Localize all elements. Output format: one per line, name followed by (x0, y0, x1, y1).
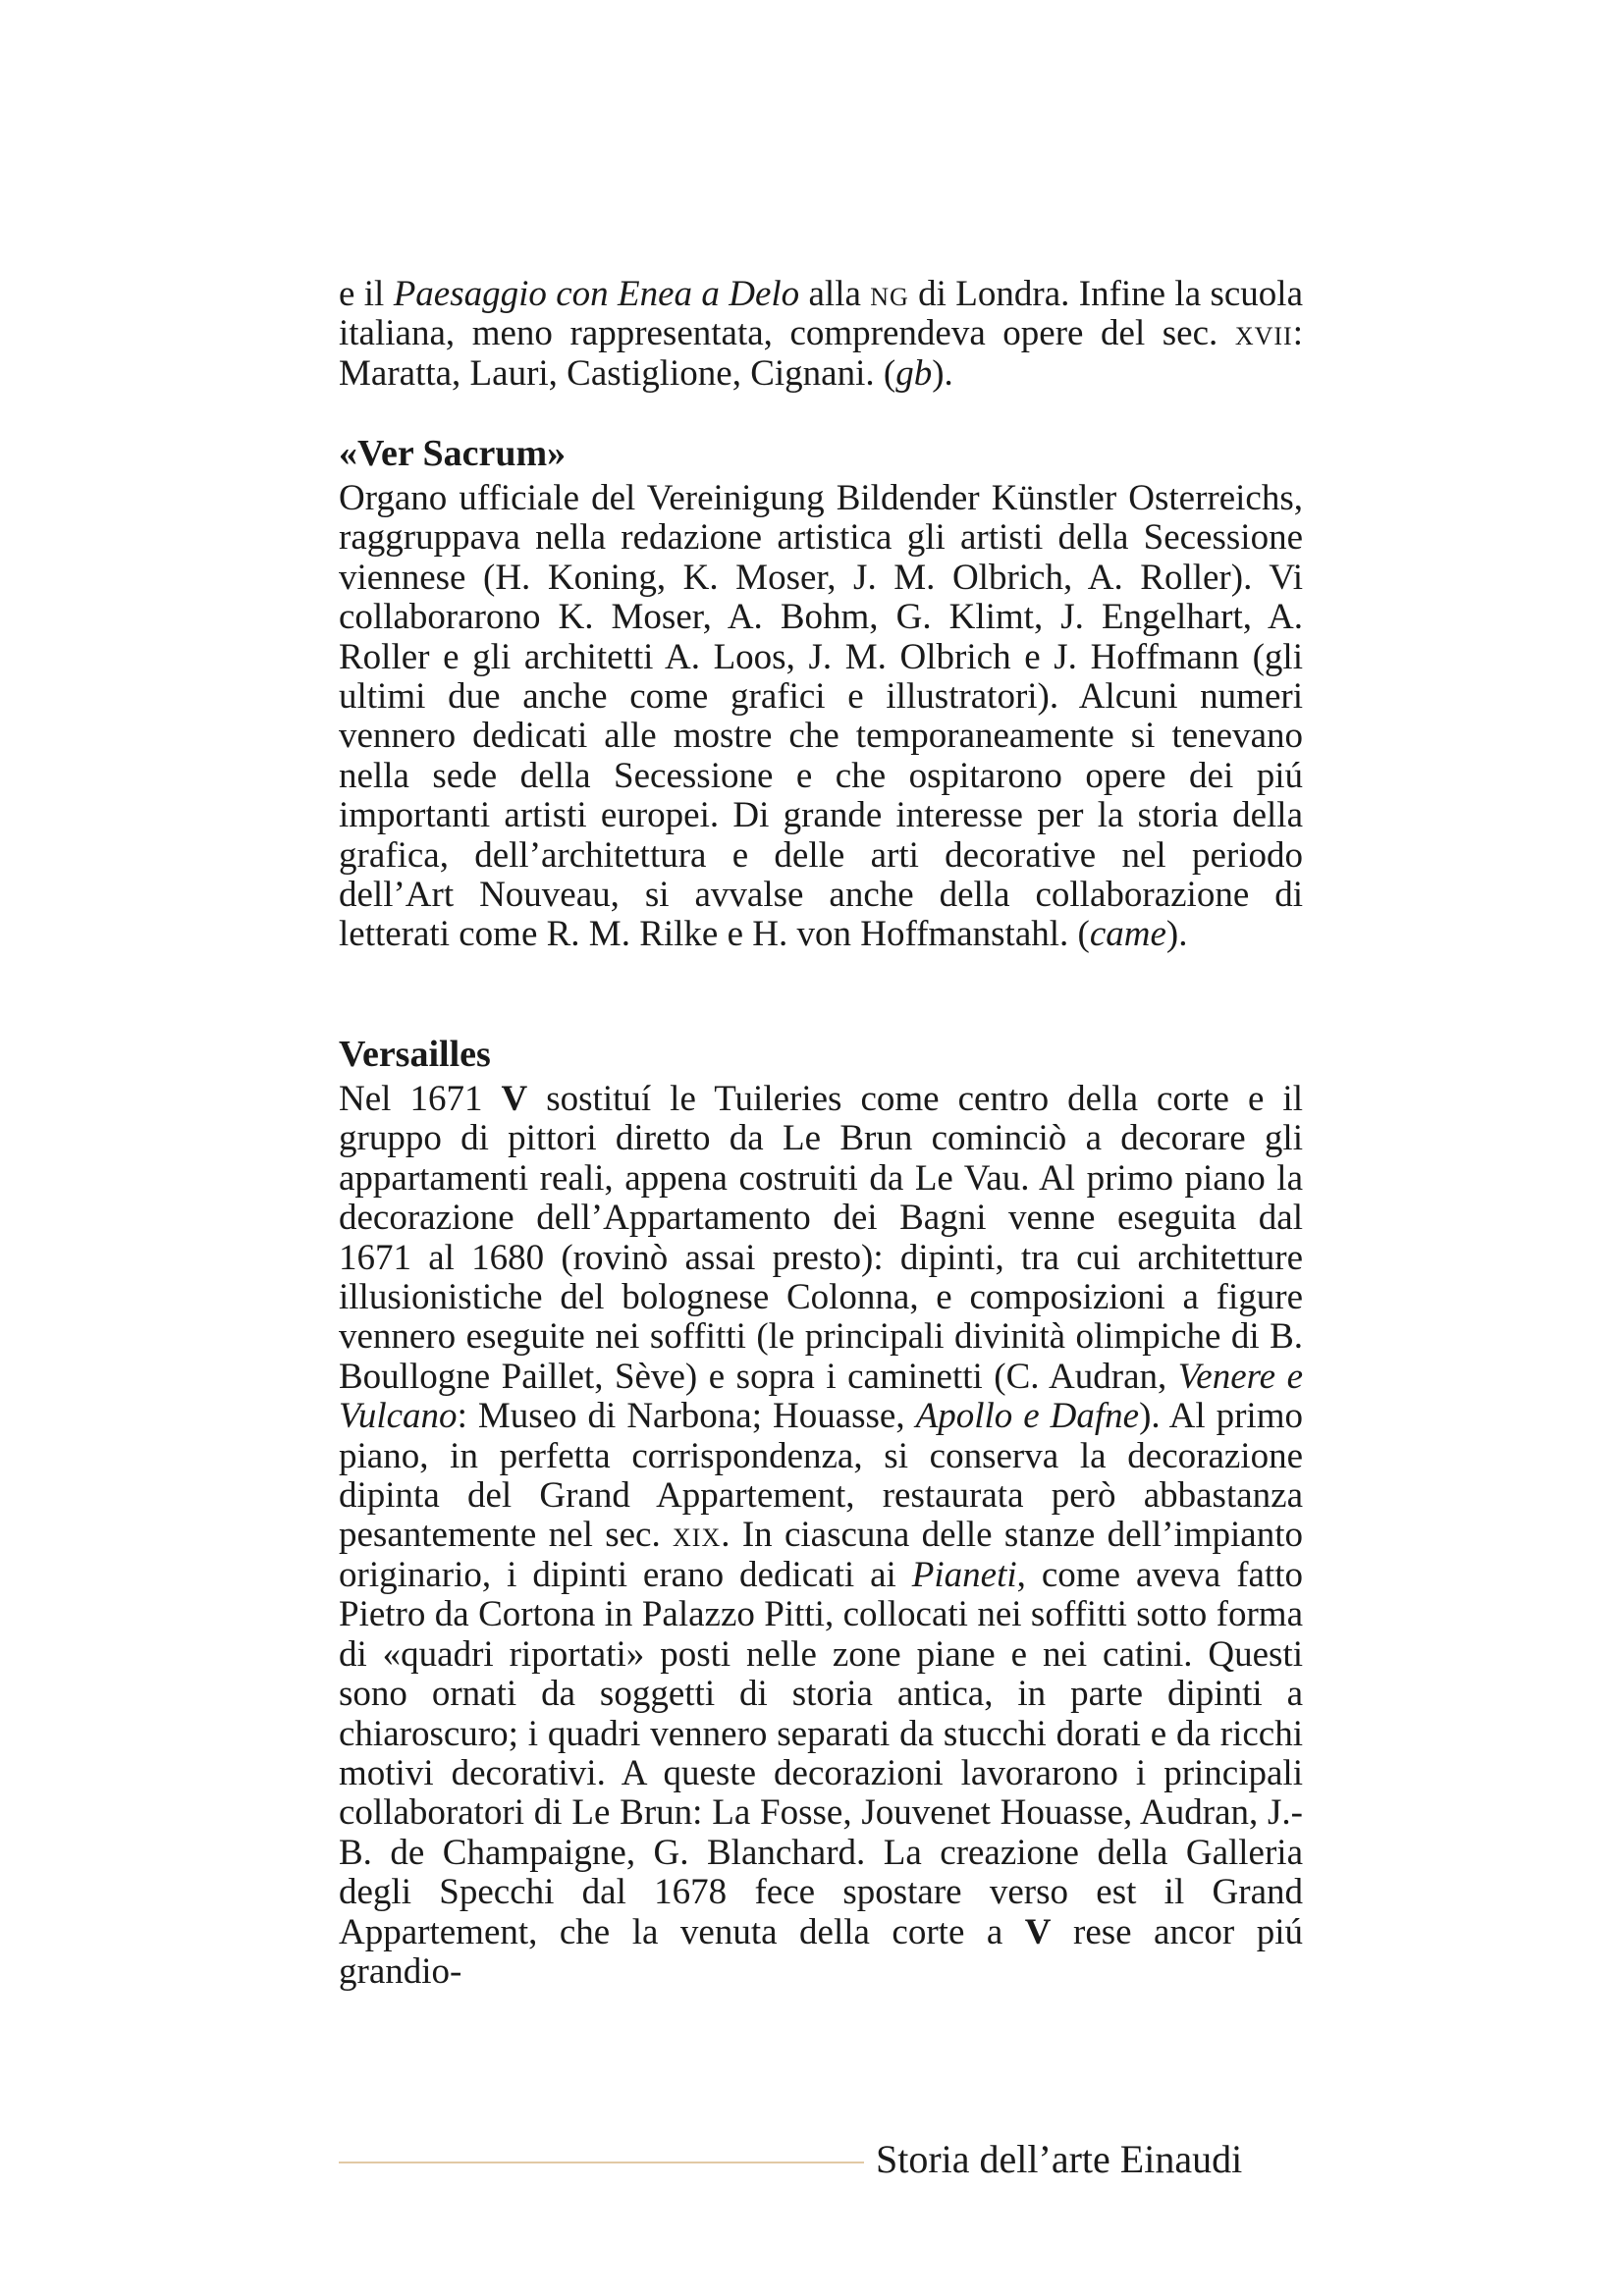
artwork-title-apollo: Apollo e Dafne (915, 1396, 1140, 1437)
intro-paragraph (339, 275, 1303, 394)
versailles-text-1: Nel 1671 (339, 1079, 502, 1119)
entry-body-ver-sacrum (339, 479, 1303, 955)
intro-text-3: di Londra. Infine la scuola italiana, meno rappresentata, comprendeva opere del sec. (339, 274, 1304, 354)
author-initials-came: came (1089, 914, 1166, 955)
ver-sacrum-text-2: ). (1165, 914, 1188, 955)
entry-ver-sacrum (339, 432, 1303, 955)
intro-text (339, 275, 1303, 394)
subject-pianeti: Pianeti (911, 1554, 1017, 1595)
ver-sacrum-text-1: Organo ufficiale del Vereinigung Bildender Künstler Osterreichs, raggruppava nella redazione artistica gli artisti della Secessione viennese (H. Koning, K. Moser, J. M. Olbrich, A. Roller). Vi collaborarono K. Moser, A. Bohm, G. Klimt, J. Engelhart, A. Roller e gli architetti A. Loos, J. M. Olbrich e J. Hoffmann (gli ultimi due anche come grafici e illustratori). Alcuni numeri vennero dedicati alle mostre che temporaneamente si tenevano nella sede della Secessione e che ospitarono opere dei piú importanti artisti europei. Di grande interesse per la storia della grafica, dell’architettura e delle arti decorative nel periodo dell’Art Nouveau, si avvalse anche della collaborazione di letterati come R. M. Rilke e H. von Hoffmanstahl. ( (339, 478, 1303, 955)
abbr-v-1: V (501, 1079, 528, 1119)
intro-text-1: e il (339, 274, 394, 314)
entry-versailles (339, 1033, 1303, 1992)
entry-heading-versailles: Versailles (339, 1034, 491, 1075)
versailles-text-6: , come aveva fatto Pietro da Cortona in Palazzo Pitti, collocati nei soffitti sotto forma di «quadri riportati» posti nelle zone piane e nei catini. Questi sono ornati da soggetti di storia antica, in parte dipinti a chiaroscuro; i quadri vennero separati da stucchi dorati e da ricchi motivi decorativi. A queste decorazioni lavorarono i principali collaboratori di Le Brun: La Fosse, Jouvenet Houasse, Audran, J.-B. de Champaigne, G. Blanchard. La creazione della Galleria degli Specchi dal 1678 fece spostare verso est il Grand Appartement, che la venuta della corte a (339, 1554, 1303, 1952)
intro-text-2: alla (799, 274, 871, 314)
footer-title: Storia dell’arte Einaudi (876, 2137, 1243, 2181)
intro-text-4: : Maratta, Lauri, Castiglione, Cignani. ( (339, 313, 1303, 394)
century-xix: xix (673, 1515, 722, 1556)
footer-rule (339, 2162, 864, 2163)
artwork-title-venere: Venere e Vulcano (339, 1356, 1303, 1437)
abbr-v-2: V (1024, 1911, 1052, 1952)
abbr-ng: ng (870, 274, 909, 314)
versailles-text-3: : Museo di Narbona; Houasse, (457, 1396, 916, 1437)
intro-text-5: ). (932, 352, 953, 394)
author-initials-gb: gb (895, 352, 933, 394)
entry-heading-ver-sacrum: «Ver Sacrum» (339, 433, 567, 474)
artwork-title-enea: Paesaggio con Enea a Delo (393, 274, 800, 314)
versailles-text-4: ). Al primo piano, in perfetta corrispondenza, si conserva la decorazione dipinta del Grand Appartement, restaurata però abbastanza pesantemente nel sec. (339, 1396, 1303, 1556)
versailles-text-5: . In ciascuna delle stanze dell’impianto originario, i dipinti erano dedicati ai (339, 1515, 1304, 1595)
century-xvii: xvii (1234, 313, 1293, 354)
versailles-text-7: rese ancor piú grandio- (339, 1911, 1303, 1992)
entry-body-versailles (339, 1080, 1303, 1992)
versailles-text-2: sostituí le Tuileries come centro della corte e il gruppo di pittori diretto da Le Brun cominciò a decorare gli appartamenti reali, appena costruiti da Le Vau. Al primo piano la decorazione dell’Appartamento dei Bagni venne eseguita dal 1671 al 1680 (rovinò assai presto): dipinti, tra cui architetture illusionistiche del bolognese Colonna, e composizioni a figure vennero eseguite nei soffitti (le principali divinità olimpiche di B. Boullogne Paillet, Sève) e sopra i caminetti (C. Audran, (339, 1079, 1303, 1397)
